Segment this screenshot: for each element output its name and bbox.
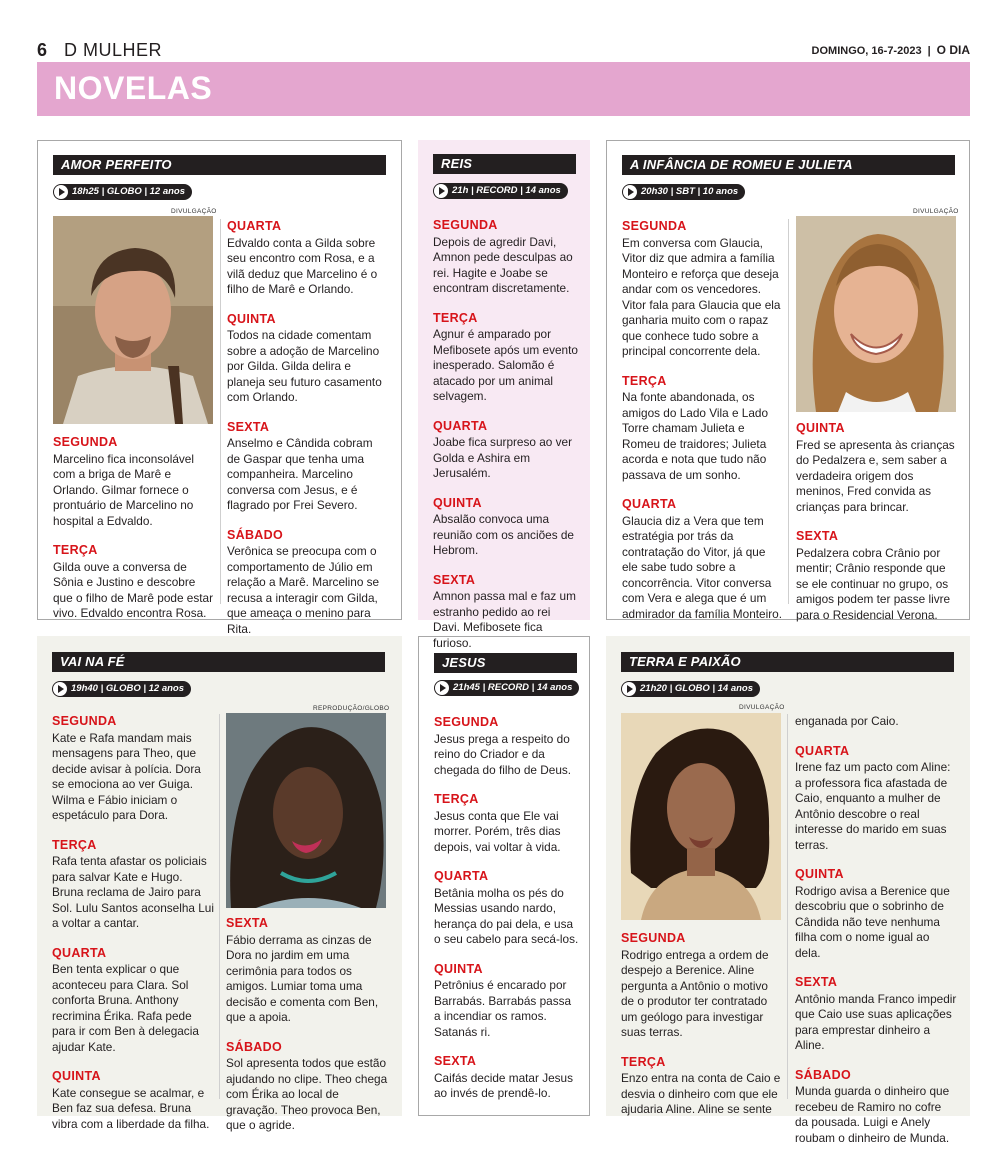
actor-photo: [53, 216, 213, 424]
day-text: Todos na cidade comentam sobre a adoção de Marcelino por Gilda. Gilda delira e planeja seu futuro casamento com Orlando.: [227, 328, 382, 404]
show-info-text: 19h40 | GLOBO | 12 anos: [71, 683, 185, 694]
day-text: Fred se apresenta às crianças do Pedalzera e, sem saber a verdadeira origem dos meninos, Fred convida as crianças para brincar.: [796, 437, 955, 514]
photo-credit: DIVULGAÇÃO: [171, 208, 217, 215]
column-divider: [787, 714, 788, 1099]
day-label: QUARTA: [433, 418, 488, 433]
show-box-reis: [418, 140, 590, 650]
day-text: Fábio derrama as cinzas de Dora no jardim em uma cerimônia para todos os amigos. Lumiar toma uma decisão e comenta com Ben, que a apoia.: [226, 932, 379, 1024]
show-info-text: 21h | RECORD | 14 anos: [452, 185, 561, 196]
day-text: Gilda ouve a conversa de Sônia e Justino e descobre que o filho de Marê pode estar vivo. Edvaldo encontra Rosa.: [53, 559, 214, 620]
day-label: SEXTA: [433, 572, 476, 587]
column-left: [53, 435, 215, 622]
day-text: Kate consegue se acalmar, e Ben faz sua defesa. Bruna vibra com a liberdade da filha.: [52, 1085, 210, 1131]
day-text: Rafa tenta afastar os policiais para salvar Kate e Hugo. Bruna reclama de Jairo para Sol. Lulu Santos aconselha Lui a voltar a cantar.: [52, 854, 214, 930]
column-left: [621, 931, 783, 1118]
day-text: Rodrigo avisa a Berenice que descobriu que o sobrinho de Cândida não teve nenhuma filha com o nome igual ao dela.: [795, 883, 950, 960]
day-text: Petrônius é encarado por Barrabás. Barrabás passa a incendiar os ramos. Satanás ri.: [434, 978, 572, 1039]
day-text: Irene faz um pacto com Aline: a professora fica afastada de Caio, enquanto a mulher de Antônio descobre o real interesse do marido em suas terras.: [795, 760, 951, 852]
play-icon: [622, 682, 636, 696]
show-title: JESUS: [434, 653, 577, 673]
day-text: Ben tenta explicar o que aconteceu para Clara. Sol conforta Bruna. Anthony recrimina Érika. Rafa pede para ir com Ben à delegacia ajudar Kate.: [52, 962, 199, 1054]
day-text: Na fonte abandonada, os amigos do Lado Vila e Lado Torre chamam Julieta e Romeu de traidores; Julieta acorda e nota que tudo não passava de um sonho.: [622, 390, 769, 482]
day-text: Munda guarda o dinheiro que recebeu de Ramiro no cofre da pousada. Luigi e Anely roubam o dinheiro de Munda.: [795, 1084, 950, 1145]
show-info: [621, 681, 760, 697]
day-label: QUARTA: [622, 497, 677, 511]
photo-credit: DIVULGAÇÃO: [913, 208, 959, 215]
day-text: Rodrigo entrega a ordem de despejo a Berenice. Aline pergunta a Antônio o motivo de o produtor ter contratado um geólogo para investigar suas terras.: [621, 947, 769, 1039]
day-text: Betânia molha os pés do Messias usando nardo, herança do pai dela, e usa o seu cabelo para secá-los.: [434, 885, 579, 946]
column-right: [226, 916, 388, 1134]
show-info: [434, 680, 579, 696]
show-title: AMOR PERFEITO: [53, 155, 386, 175]
show-title: TERRA E PAIXÃO: [621, 652, 954, 672]
day-label: QUINTA: [795, 867, 844, 881]
photo-credit: DIVULGAÇÃO: [739, 704, 785, 711]
newspaper-name: O DIA: [936, 43, 970, 57]
show-info-text: 18h25 | GLOBO | 12 anos: [72, 186, 186, 197]
day-text: Depois de agredir Davi, Amnon pede desculpas ao rei. Hagite e Joabe se encontram discretamente.: [433, 234, 573, 295]
column-divider: [788, 219, 789, 604]
day-label: SEXTA: [434, 1054, 477, 1068]
column-right: [227, 219, 387, 637]
day-label: SEGUNDA: [621, 931, 686, 945]
date-line: [812, 43, 970, 57]
column-left: [622, 219, 782, 622]
page-number: 6: [37, 40, 48, 60]
play-icon: [53, 682, 67, 696]
day-text: Jesus prega a respeito do reino do Criador e da chegada do filho de Deus.: [434, 731, 572, 777]
day-label: QUINTA: [434, 961, 483, 976]
day-label: SEXTA: [226, 916, 269, 930]
day-label: SEXTA: [795, 975, 838, 989]
play-icon: [434, 184, 448, 198]
section-banner: [37, 62, 970, 116]
show-info: [53, 184, 192, 200]
day-label: TERÇA: [53, 543, 98, 557]
day-text: Kate e Rafa mandam mais mensagens para Theo, que decide avisar à polícia. Dora se emociona ao ver Guiga. Wilma e Fábio iniciam o espetáculo para Dora.: [52, 730, 201, 822]
actor-photo: [796, 216, 956, 412]
day-text: Pedalzera cobra Crânio por mentir; Crânio responde que se ele continuar no grupo, os amigos podem ter passe livre para o Residencial Verona.: [796, 545, 951, 622]
day-label: SÁBADO: [227, 527, 283, 542]
actor-photo: [621, 713, 781, 920]
show-info: [433, 183, 568, 199]
section-name: D MULHER: [64, 40, 163, 60]
date: DOMINGO, 16-7-2023: [811, 45, 922, 57]
day-text: Absalão convoca uma reunião com os anciões de Hebrom.: [433, 512, 574, 557]
show-box-vai-na-fe: [37, 636, 402, 1132]
day-text: Enzo entra na conta de Caio e desvia o dinheiro com que ele ajudaria Aline. Aline se sente: [621, 1071, 781, 1116]
day-text-continued: enganada por Caio.: [795, 714, 899, 728]
show-title: VAI NA FÉ: [52, 652, 385, 672]
column-main: [433, 218, 578, 651]
column-main: [434, 715, 579, 1102]
day-label: TERÇA: [621, 1054, 666, 1069]
show-info-text: 20h30 | SBT | 10 anos: [641, 186, 739, 197]
show-info-text: 21h20 | GLOBO | 14 anos: [640, 683, 754, 694]
day-label: SEGUNDA: [434, 715, 499, 729]
actor-photo: [226, 713, 386, 908]
show-info-text: 21h45 | RECORD | 14 anos: [453, 682, 573, 693]
day-label: QUARTA: [795, 743, 850, 758]
day-label: QUARTA: [52, 945, 107, 960]
show-info: [52, 681, 191, 697]
day-label: QUINTA: [433, 495, 482, 510]
photo-credit: REPRODUÇÃO/GLOBO: [313, 705, 390, 712]
day-label: SÁBADO: [795, 1067, 851, 1082]
play-icon: [623, 185, 637, 199]
day-label: SEGUNDA: [622, 219, 687, 233]
day-label: TERÇA: [622, 373, 667, 388]
column-divider: [220, 219, 221, 604]
day-text: Caifás decide matar Jesus ao invés de prendê-lo.: [434, 1070, 574, 1100]
day-text: Anselmo e Cândida cobram de Gaspar que tenha uma companheira. Marcelino conversa com Jesus, e é flagrado por Frei Severo.: [227, 436, 373, 512]
day-label: SEXTA: [227, 419, 270, 434]
show-box-amor-perfeito: [37, 140, 402, 636]
column-left: [52, 714, 214, 1132]
day-text: Agnur é amparado por Mefibosete após um evento inesperado. Salomão é atacado por um animal selvagem.: [433, 327, 578, 403]
day-label: TERÇA: [433, 310, 478, 325]
banner-title: NOVELAS: [54, 70, 213, 106]
day-label: QUINTA: [52, 1069, 101, 1083]
day-label: QUINTA: [227, 311, 276, 326]
day-text: Antônio manda Franco impedir que Caio use suas aplicações para emprestar dinheiro a Aline.: [795, 991, 957, 1052]
day-text: Glaucia diz a Vera que tem estratégia por trás da contratação do Vitor, já que ele sabe tudo sobre a concorrência. Vitor conversa com Vera e alega que é um admirador da família Monteiro.: [622, 513, 782, 621]
day-text: Em conversa com Glaucia, Vitor diz que admira a família Monteiro e reforça que deseja andar com os vencedores. Vitor fala para Glaucia que ela ganharia muito com o rapaz que conhece tudo sobre a principal concorrente dela.: [622, 235, 781, 358]
day-label: SEXTA: [796, 529, 839, 543]
page-header: [37, 40, 970, 60]
day-text: Jesus conta que Ele vai morrer. Porém, três dias depois, vai voltar à vida.: [434, 808, 561, 854]
show-title: REIS: [433, 154, 576, 174]
day-label: QUARTA: [434, 869, 489, 883]
day-label: SEGUNDA: [53, 435, 118, 449]
day-label: QUARTA: [227, 219, 282, 233]
day-label: TERÇA: [434, 792, 479, 806]
play-icon: [54, 185, 68, 199]
column-right: [795, 714, 957, 1146]
separator: |: [927, 45, 931, 57]
day-text: Verônica se preocupa com o comportamento de Júlio em relação a Marê. Marcelino se recusa a interagir com Gilda, que ameaça o menino para Rita.: [227, 544, 380, 636]
show-info: [622, 184, 745, 200]
day-label: SEGUNDA: [433, 218, 498, 232]
day-text: Marcelino fica inconsolável com a briga de Marê e Orlando. Gilmar fornece o prontuário de Marcelino no hospital a Edvaldo.: [53, 451, 194, 528]
day-label: TERÇA: [52, 837, 97, 852]
show-box-jesus: [418, 636, 590, 1116]
day-label: SEGUNDA: [52, 714, 117, 728]
show-title: A INFÂNCIA DE ROMEU E JULIETA: [622, 155, 955, 175]
day-label: QUINTA: [796, 421, 845, 435]
day-label: SÁBADO: [226, 1039, 282, 1054]
play-icon: [435, 681, 449, 695]
day-text: Amnon passa mal e faz um estranho pedido ao rei Davi. Mefibosete fica furioso.: [433, 589, 576, 650]
day-text: Edvaldo conta a Gilda sobre seu encontro com Rosa, e a vilã deduz que Marcelino é o filho de Marê e Orlando.: [227, 235, 378, 296]
show-box-romeu-julieta: [606, 140, 970, 620]
show-box-terra-e-paixao: [606, 636, 970, 1145]
column-divider: [219, 714, 220, 1099]
day-text: Sol apresenta todos que estão ajudando no clipe. Theo chega com Érika ao local de gravação. Theo provoca Ben, que o agride.: [226, 1056, 388, 1132]
day-text: Joabe fica surpreso ao ver Golda e Ashira em Jerusalém.: [433, 435, 573, 480]
column-right: [796, 421, 958, 623]
